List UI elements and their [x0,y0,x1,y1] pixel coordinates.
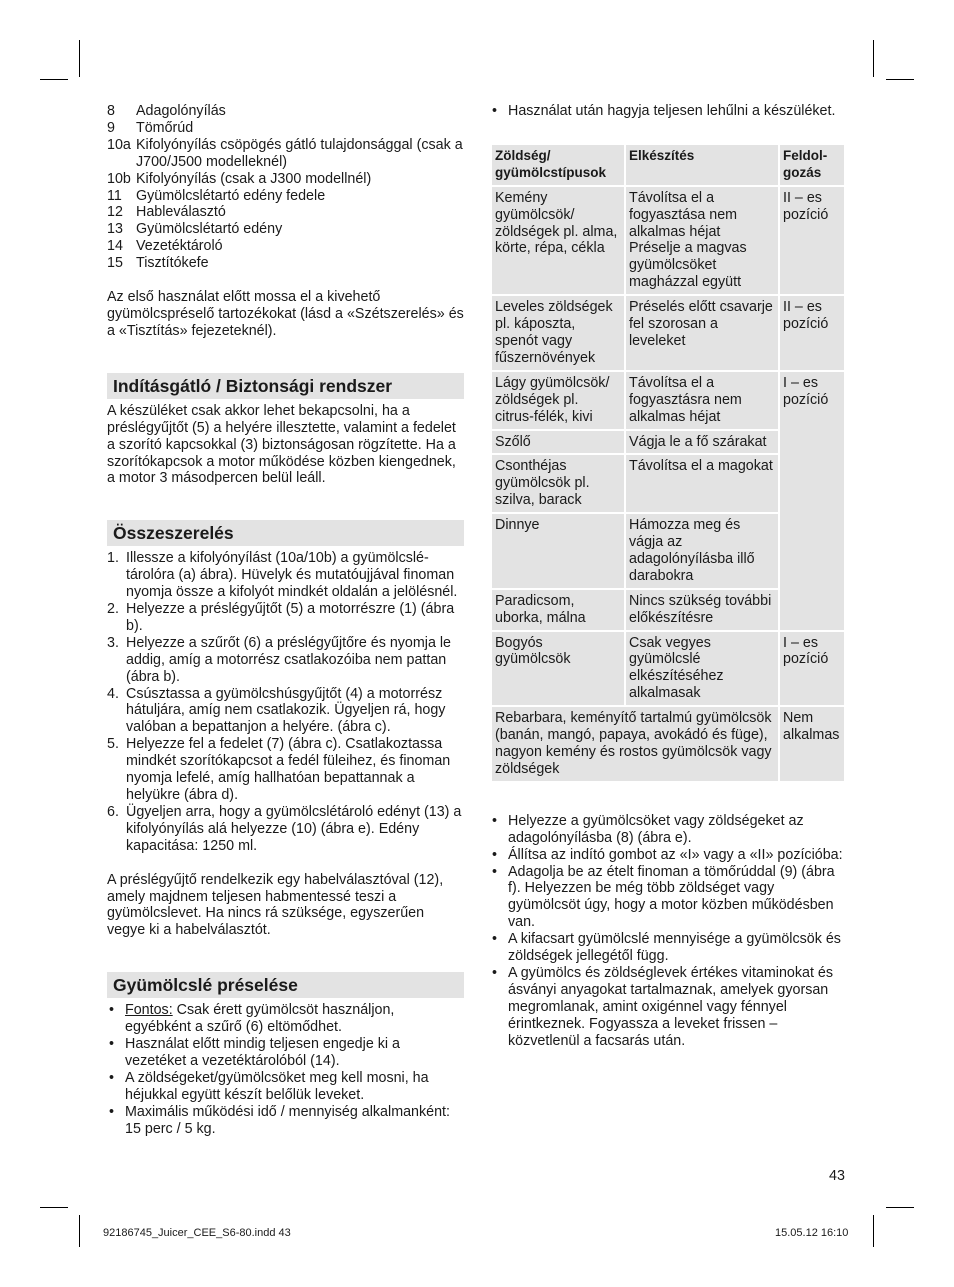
crop-mark [79,1215,80,1247]
list-item [490,103,846,120]
bullet-icon: • [492,863,498,880]
list-item [107,686,464,737]
table-row [491,706,845,782]
step-text: Illessze a kifolyónyílást (10a/10b) a gyümölcslétárolóra (a) ábra). Hüvelyk és mutatóujjával finoman nyomja össze a kifolyót mindkét oldalán a jelölésnél. [126,550,458,601]
assembly-steps [107,550,464,854]
bullet-text [125,1002,464,1036]
intro-text: Az első használat előtt mossa el a kivehető gyümölcspréselő tartozékokat (lásd a «Szétszerelés» és a «Tisztítás» fejezeteknél). [107,289,464,339]
step-number: 2. [107,601,119,618]
item-text: Gyümölcslétartó edény fedele [136,187,326,204]
item-number: 9 [107,119,115,136]
cell-type: Szőlő [491,430,625,455]
cell-prep: Préselés előtt csavarje fel szorosan a leveleket [625,295,779,371]
step-number: 6. [107,803,119,820]
list-item [107,1036,464,1070]
list-item [490,864,846,932]
cell-speed: I – es pozíció [779,371,845,631]
crop-mark [79,40,80,77]
list-item [107,103,464,120]
crop-mark [873,40,874,77]
cell-prep: Csak vegyes gyümölcslé elkészítéséhez alkalmasak [625,631,779,707]
assembly-after-text: A préslégyűjtő rendelkezik egy habelválasztóval (12), amely majdnem teljesen habmentessé teszi a gyümölcslevet. Ha nincs rá szüksége, egyszerűen vegye ki a habelválasztót. [107,871,444,939]
section-heading-assembly: Összeszerelés [107,520,464,546]
list-item [107,188,464,205]
item-text: Kifolyónyílás (csak a J300 modellnél) [136,170,372,187]
table-header-speed: Feldolgozás [779,144,845,186]
item-text: Hableválasztó [136,204,226,221]
bullet-text [125,1036,464,1070]
section-heading-safety: Indításgátló / Biztonsági rendszer [107,373,464,399]
right-column [490,103,846,1050]
cell-unsuitable: Rebarbara, keményítő tartalmú gyümölcsök (banán, mangó, papaya, avokádó és füge), nagyon kemény és rostos gyümölcsök vagy zöldségek [491,706,779,782]
bullet-text [125,1070,464,1104]
bullet-icon: • [109,1036,115,1053]
item-text: Kifolyónyílás csöpögés gátló tulajdonsággal (csak a J700/J500 modelleknél) [136,136,463,170]
safety-text: A készüléket csak akkor lehet bekapcsolni, ha a préslégyűjtőt (5) a helyére illesztette, valamint a fedelet a szorító kapcsokkal (3) biztonságosan rögzítette. Ha a szorítókapcsok a motor működése közben kiengednek, a motor 3 másodpercen belül leáll. [107,402,456,487]
step-text: Ügyeljen arra, hogy a gyümölcslétároló edényt (13) a kifolyónyílás alá helyezze (10) (ábra e). Edény kapacitása: 1250 ml. [126,803,462,854]
table-header-prep: Elkészítés [625,144,779,186]
top-bullet-list [490,103,846,120]
cell-prep: Hámozza meg és vágja az adagolónyílásba illő darabokra [625,513,779,589]
list-item [490,813,846,847]
list-item [107,601,464,635]
bullet-body: A zöldségeket/gyümölcsöket meg kell mosni, ha héjukkal együtt készít belőlük leveket. [125,1069,429,1103]
cell-type: Csonthéjas gyümölcsök pl. szilva, barack [491,454,625,513]
bullet-text: Használat után hagyja teljesen lehűlni a készüléket. [508,103,836,119]
cell-prep: Távolítsa el a fogyasztásra nem alkalmas héjat [625,371,779,430]
table-row [491,371,845,430]
step-number: 1. [107,550,119,567]
list-item [490,931,846,965]
bullet-body: Használat előtt mindig teljesen engedje ki a vezetéket a vezetéktárolóból (14). [125,1036,400,1069]
cell-speed: Nem alkalmas [779,706,845,782]
cell-type: Dinnye [491,513,625,589]
section-heading-juicing: Gyümölcslé préselése [107,972,464,998]
list-item [107,238,464,255]
item-number: 10a [107,136,131,153]
cell-type: Bogyós gyümölcsök [491,631,625,707]
list-item [107,550,464,601]
item-number: 13 [107,221,123,238]
cell-prep: Távolítsa el a fogyasztása nem alkalmas héjat Préselje a magvas gyümölcsöket magházzal együtt [625,186,779,295]
step-text: Helyezze a préslégyűjtőt (5) a motorrészre (1) (ábra b). [126,601,455,634]
bullet-icon: • [492,931,498,948]
bullet-icon: • [492,846,498,863]
step-number: 5. [107,736,119,753]
item-text: Tömőrúd [136,119,194,136]
left-column [107,103,464,1138]
bullet-icon: • [109,1103,115,1120]
bullet-icon: • [109,1002,115,1019]
footer-date: 15.05.12 16:10 [775,1227,849,1239]
cell-prep: Vágja le a fő szárakat [625,430,779,455]
bullet-body: Maximális működési idő / mennyiség alkalmanként: 15 perc / 5 kg. [125,1103,450,1137]
cell-prep: Nincs szükség további előkészítésre [625,589,779,631]
bullet-icon: • [492,103,498,119]
table-row [491,631,845,707]
item-number: 10b [107,170,131,187]
bullet-text: Helyezze a gyümölcsöket vagy zöldségeket az adagolónyílásba (8) (ábra e). [508,812,804,846]
crop-mark [886,1207,914,1208]
item-number: 15 [107,255,123,272]
item-text: Adagolónyílás [136,103,226,119]
table-row [491,186,845,295]
bullet-icon: • [492,812,498,829]
cell-speed: I – es pozíció [779,631,845,707]
list-item [490,965,846,1050]
list-item [107,137,464,171]
list-item [107,171,464,188]
cell-type: Paradicsom, uborka, málna [491,589,625,631]
crop-mark [40,79,68,80]
bullet-text [125,1104,464,1138]
bullet-text: A gyümölcs és zöldséglevek értékes vitaminokat és ásványi anyagokat tartalmaznak, amelyek gyorsan megromlanak, amint oxigénnel vagy fénnyel érintkeznek. Fogyassza a leveket frissen – közvetlenül a facsarás után. [508,964,834,1049]
cell-type: Kemény gyümölcsök/ zöldségek pl. alma, körte, répa, cékla [491,186,625,295]
list-item [490,847,846,864]
table-header-type: Zöldség/ gyümölcstípusok [491,144,625,186]
crop-mark [40,1207,68,1208]
item-number: 12 [107,204,123,221]
list-item [107,204,464,221]
step-number: 4. [107,685,119,702]
list-item [107,804,464,855]
item-number: 14 [107,238,123,255]
item-text: Vezetéktároló [136,238,223,255]
list-item [107,635,464,686]
item-number: 8 [107,103,115,119]
bullet-icon: • [492,964,498,981]
juicing-bullets [107,1002,464,1137]
step-text: Helyezze a szűrőt (6) a préslégyűjtőre és nyomja le addig, amíg a motorrész csatlakozóiba nem pattan (ábra b). [126,634,452,685]
item-text: Gyümölcslétartó edény [136,221,283,238]
bullet-body: Csak érett gyümölcsöt használjon, egyébként a szűrő (6) eltömődhet. [125,1002,395,1036]
bullet-text: Állítsa az indító gombot az «I» vagy a «II» pozícióba: [508,846,843,863]
cell-speed: II – es pozíció [779,295,845,371]
cell-prep: Távolítsa el a magokat [625,454,779,513]
item-text: Tisztítókefe [136,255,209,272]
page-number: 43 [829,1168,845,1184]
crop-mark [873,1215,874,1247]
list-item [107,1002,464,1036]
bullet-icon: • [109,1069,115,1086]
item-number: 11 [107,187,122,204]
cell-type: Lágy gyümölcsök/ zöldségek pl. citrus-félék, kivi [491,371,625,430]
cell-type: Leveles zöldségek pl. káposzta, spenót vagy fűszernövények [491,295,625,371]
list-item [107,255,464,272]
crop-mark [886,79,914,80]
bullet-text: Adagolja be az ételt finoman a tömőrúddal (9) (ábra f). Helyezzen be még több zöldséget vagy gyümölcsöt úgy, hogy a motor közben működésben van. [508,863,835,931]
emphasis-label: Fontos: [125,1002,173,1019]
step-number: 3. [107,634,119,651]
parts-list [107,103,464,272]
bullet-text: A kifacsart gyümölcslé mennyisége a gyümölcsök és zöldségek jellegétől függ. [508,931,841,965]
list-item [107,736,464,804]
step-text: Helyezze fel a fedelet (7) (ábra c). Csatlakoztassa mindkét szorítókapcsot a fedél füleihez, és finoman nyomja lefelé, amíg hallhatóan bepattannak a helyükre (ábra d). [126,736,451,803]
list-item [107,1104,464,1138]
cell-speed: II – es pozíció [779,186,845,295]
processing-table [490,143,846,783]
step-text: Csúsztassa a gyümölcshúsgyűjtőt (4) a motorrész hátuljára, amíg nem csatlakozik. Ügyeljen rá, hogy valóban a bepattanjon a helyére. (ábra c). [126,685,446,736]
footer-file: 92186745_Juicer_CEE_S6-80.indd 43 [103,1227,291,1239]
list-item [107,1070,464,1104]
list-item [107,221,464,238]
table-row [491,295,845,371]
usage-bullets [490,813,846,1050]
list-item [107,120,464,137]
